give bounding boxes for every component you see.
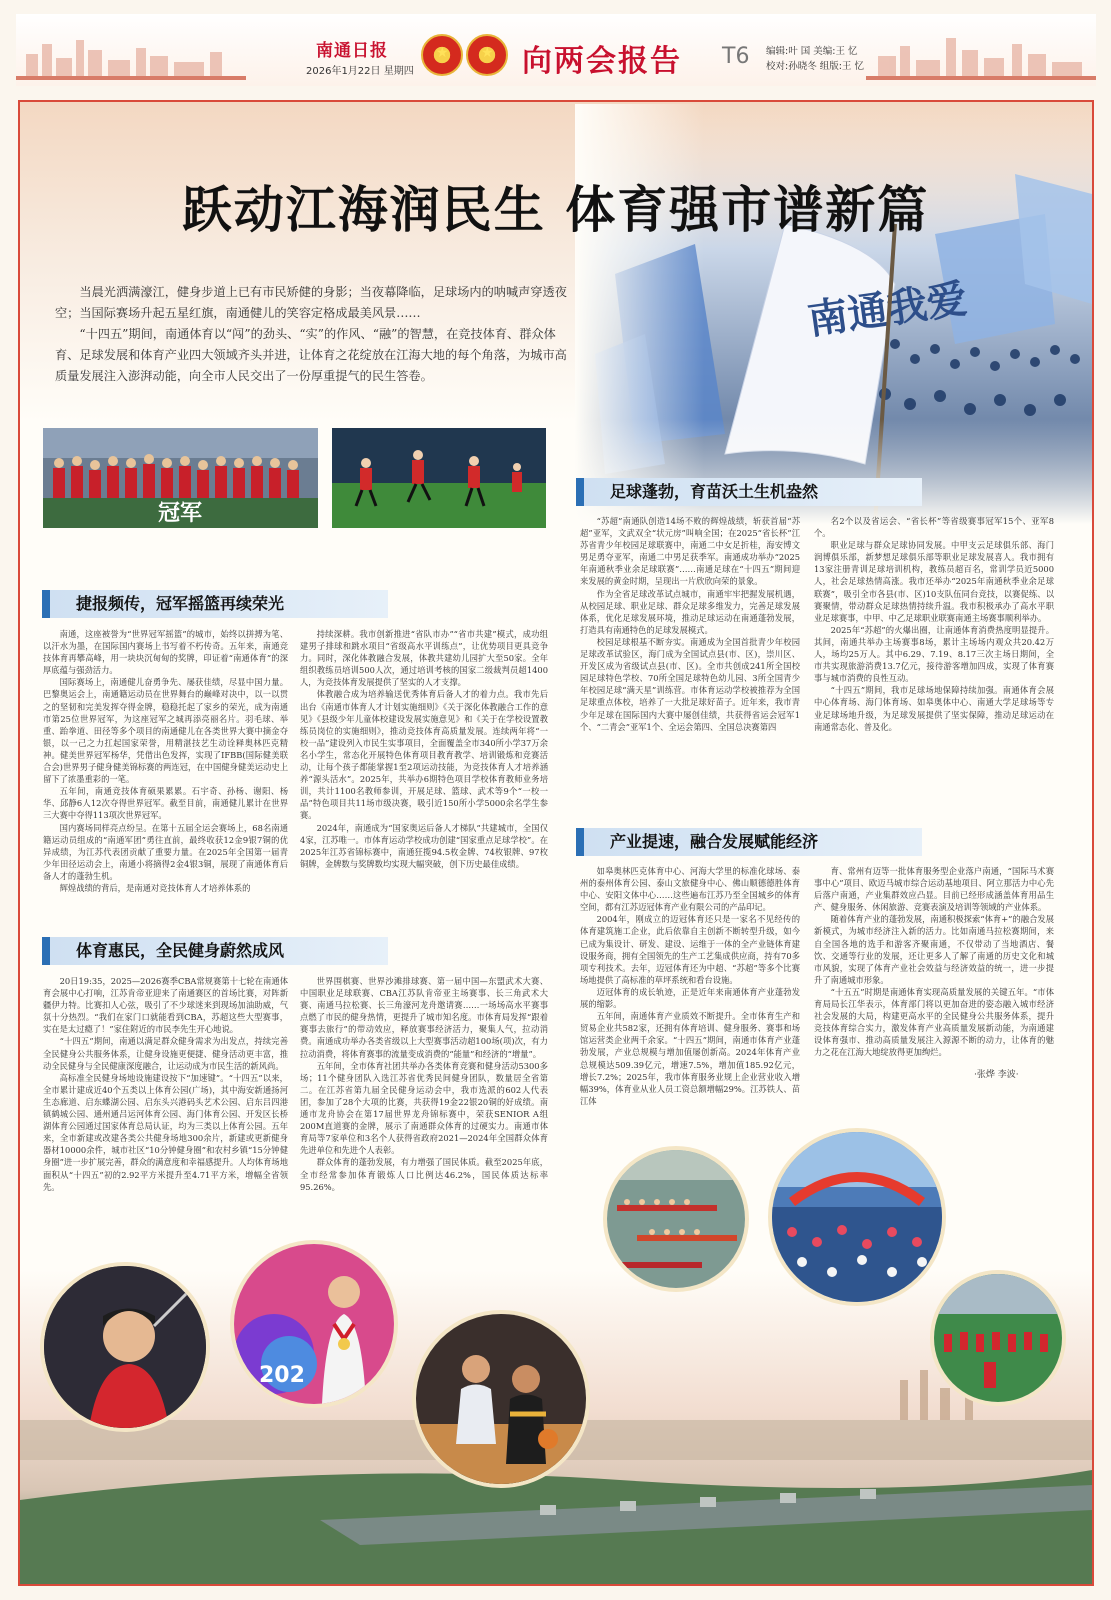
paragraph: “十四五”期间，南通以满足群众健身需求为出发点，持续完善全民健身公共服务体系，让健身设施更便捷、健身活动更丰富，推动全民健身与全民健康深度融合，让运动成为市民生活的新风尚。 [43,1036,288,1071]
issue-date: 2026年1月22日 星期四 [306,66,414,77]
paragraph: 南通，这座被誉为“世界冠军摇篮”的城市，始终以拼搏为笔、以汗水为墨，在国际国内赛场上书写着不朽传奇。五年来，南通竞技体育再攀高峰，用一块块沉甸甸的奖牌，印证着“南通体育”的深厚底蕴与强劲活力。 [43,629,288,676]
paragraph: “苏超”南通队创造14场不败的辉煌战绩，斩获首届“苏超”亚军，文武双全“状元房”叫响全国；在2025“省长杯”江苏省青少年校园足球联赛中，南通二中女足折桂，海安博文男足勇夺亚军，南通二中男足获季军。南通成功举办“2025年南通秋季业余足球联赛”……南通足球在“十四五”期间迎来发展的黄金时期，呈现出一片欣欣向荣的景象。 [580,516,800,587]
paragraph: 世界围棋赛、世界沙滩排球赛、第一届中国—东盟武术大赛、中国职业足球联赛、CBA江苏队肯帝亚主场赛事、长三角武术大赛、南通马拉松赛、长三角濠河龙舟邀请赛……一场场高水平赛事点燃了市民的健身热情，更提升了城市知名度。市体育局发挥“跟着赛事去旅行”的带动效应，释放赛事经济活力，聚集人气，拉动消费。南通成功举办各类省级以上大型赛事活动超100场(项)次，有力拉动消费，将体育赛事的流量变成消费的“能量”和经济的“增量”。 [300,976,548,1059]
national-emblem-icon: ★ [421,34,463,76]
editor-line-1: 编辑:叶 国 美编:王 忆 [766,46,858,57]
paragraph: 国际赛场上，南通健儿奋勇争先、屡获佳绩，尽显中国力量。巴黎奥运会上，南通籍运动员在世界舞台的巅峰对决中，以一以贯之的坚韧和完美发挥夺得金牌，稳稳托起了家乡的荣光，成为南通市第25位世界冠军，为这座冠军之城再添亮丽名片。羽毛球、举重、跆拳道、田径等多个项目的南通健儿在各类世界大赛中摘金夺银，以一己之力扛起国家荣誉，用精湛技艺生动诠释奥林匹克精神。健美世界冠军杨华，凭借出色发挥，实现了IFBB(国际健美联合会)世界男子健身健美锦标赛的两连冠，在中国健身健美运动史上留下了浓墨重彩的一笔。 [43,677,288,785]
newspaper-brand: 南通日报 [316,41,388,61]
paragraph: 五年间，南通竞技体育硕果累累。石宇奇、孙杨、谢阳、杨华、邱静6人12次夺得世界冠军。截至目前，南通健儿累计在世界三大赛中夺得113项次世界冠军。 [43,786,288,821]
section-fitness-column-2 [300,975,548,1240]
section-heading-champions: 捷报频传，冠军摇篮再续荣光 [42,590,388,618]
section-champions-column-1 [43,628,288,903]
author-byline: ·张烨 李波· [974,1070,1019,1080]
lead-paragraph [55,282,575,387]
paragraph: 五年间，南通体育产业质效不断提升。全市体育生产和贸易企业共582家，还拥有体育培训、健身服务、赛事和场馆运营类企业两千余家。“十四五”期间，南通市体育产业蓬勃发展，产业总规模与增加值屡创新高。2024年体育产业总规模达509.39亿元，增速7.5%，增加值185.92亿元，增长7.2%；2025年，我市体育服务业规上企业营业收入增幅39%，体育业从业人员工资总额增幅29%。江苏铁人、苗江体 [580,1011,800,1105]
paragraph: 五年间，全市体育社团共举办各类体育竞赛和健身活动5300多场；11个健身团队入选江苏省优秀民间健身团队，数量居全省第二。在江苏省第九届全民健身运动会中，我市选派的602人代表团，参加了28个大项的比赛，共获得19金22银20铜的好成绩。南通市龙舟协会在第17届世界龙舟锦标赛中，荣获SENIOR A组200M直道赛的金牌，展示了南通群众体育的过硬实力。南通市体育局等7家单位和3名个人获得省政府2021—2024年全国群众体育先进单位和先进个人表彰。 [300,1060,548,1156]
section-heading-industry: 产业提速，融合发展赋能经济 [576,828,922,856]
section-football-column-1 [580,515,800,795]
fans-flag-photo [575,104,1092,524]
paragraph: “十五五”时期是南通体育实现高质量发展的关键五年。“市体育局局长江华表示，体育部门将以更加奋进的姿态融入城市经济社会发展的大局，构建更高水平的全民健身公共服务体系，提升竞技体育综合实力，激发体育产业高质量发展新动能，为南通建设体育强市、推动高质量发展注入源源不断的动力，让体育的魅力之花在江海大地绽放得更加绚烂。 [814,986,1054,1058]
marathon-start-photo [768,1128,946,1306]
paragraph: 群众体育的蓬勃发展，有力增强了国民体质。截至2025年底，全市经常参加体育锻炼人口比例达46.2%，国民体质达标率95.26%。 [300,1157,548,1192]
section-heading-football: 足球蓬勃，育苗沃土生机盎然 [576,478,922,506]
paragraph: 辉煌战绩的背后，是南通对竞技体育人才培养体系的 [59,882,251,893]
skyline-left-illustration [16,32,246,80]
paragraph: 高标准全民健身场地设施建设按下“加速键”。“十四五”以来，全市累计建成近40个五类以上体育公园(广场)，其中海安新通扬河生态廊道、启东蝶湖公园、启东头兴港码头艺术公园、启东吕四港镇鹤城公园、通州通吕运河体育公园、海门体育公园、开发区长桥湖体育公园通过国家体育总局认证，均为三类以上体育公园。五年来，全市新建或改建各类公共健身场地300余片，新建或更新健身器材10000余件，城市社区“10分钟健身圈”和农村乡镇“15分钟健身圈”进一步扩展完善，群众的满意度和幸福感提升。人均体育场地面积从“十四五”初的2.92平方米提升至4.71平方米，增幅全省领先。 [43,1072,288,1192]
paragraph: 持续深耕。我市创新推进“省队市办”“省市共建”模式，成功组建男子排球和跳水项目“省级高水平训练点”，让优势项目更具竞争力。同时，深化体教融合发展，体教共建幼儿园扩大至50家。全年组织教练员培训500人次，通过培训考核的国家二级裁判员超1400人，为竞技体育发展提供了坚实的人才支撑。 [300,629,548,688]
section-heading-fitness: 体育惠民，全民健身蔚然成风 [42,937,388,965]
gymnast-medal-photo [230,1240,398,1408]
paragraph: 职业足球与群众足球协同发展。中甲支云足球俱乐部、海门润博俱乐部，新梦想足球俱乐部等职业足球发展喜人。我市拥有13家注册青训足球培训机构，教练员超百名，常训学员近5000人，社会足球热情高涨。我市还举办“2025年南通秋季业余足球联赛”，吸引全市各县(市、区)10支队伍同台竞技，以赛促练、以赛聚情，带动群众足球热情持续升温。我市积极承办了高水平职业足球赛事，中甲、中乙足球职业联赛南通主场赛事顺利举办。 [814,540,1054,623]
lead-paragraph-1: 当晨光洒满濠江，健身步道上已有市民矫健的身影；当夜幕降临，足球场内的呐喊声穿透夜空；当国际赛场升起五星红旗，南通健儿的笑容定格成最美风景…… [55,285,567,320]
paragraph: 2004年，刚成立的迈冠体育还只是一家名不见经传的体育建筑施工企业，此后依靠自主创新不断转型升级，如今已成为集设计、研发、建设、运维于一体的全产业链体育建设服务商，拥有全国领先的生产工艺集成供应商，持有70多项专利技术。去年，迈冠体育还为中超、“苏超”等多个比赛场地提供了高标准的草坪系统和看台设施。 [580,914,800,985]
paragraph: 20日19:35，2025—2026赛季CBA常规赛第十七轮在南通体育会展中心打响，江苏肯帝亚迎来了南通赛区的首场比赛，对阵新疆伊力特。比赛扣人心弦，吸引了不少球迷来到现场加油助威，气氛十分热烈。“我们在家门口就能看到CBA，苏超这些大型赛事，实在是太过瘾了！”家住附近的市民李先生开心地说。 [43,976,288,1035]
section-fitness-column-1 [43,975,288,1240]
football-match-photo [332,428,546,528]
basketball-game-photo [412,1310,590,1488]
paragraph: 育、常州有迈等一批体育服务型企业落户南通，“国际马术赛事中心”项目、欧迈马城市综合运动基地项目、阿立那活力中心先后落户南通，产业集群效应凸显。目前已经形成涵盖体育用品生产、健身服务、休闲旅游、竞赛表演及培训等领域的产业体系。 [814,866,1054,913]
paragraph: 随着体育产业的蓬勃发展，南通积极探索“体育+”的融合发展新模式，为城市经济注入新的活力。比如南通马拉松赛期间，来自全国各地的选手和游客齐聚南通，不仅带动了当地酒店、餐饮、交通等行业的发展，还让更多人了解了南通的历史文化和城市风貌，实现了体育产业社会效益与经济效益的统一，进一步提升了南通城市形象。 [814,914,1054,985]
section-football-column-2 [814,515,1054,795]
main-headline: 跃动江海润民生 体育强市谱新篇 [181,181,930,239]
paragraph: 体教融合成为培养输送优秀体育后备人才的着力点。我市先后出台《南通市体育人才计划实施细则》《关于深化体教融合工作的意见》《县级少年儿童体校建设发展实施意见》和《关于在学校设置教练员岗位的实施细则》，推动竞技体育高质量发展。连续两年将“一校一品”建设列入市民生实事项目，全面覆盖全市340所小学37万余名小学生，常态化开展特色体育项目教育教学、培训锻炼和竞赛活动，让每个孩子都能掌握1至2项运动技能，为竞技体育人才培养涵养“源头活水”。2025年，共举办6期特色项目学校体育教师业务培训，共计1100名教师参训，开展足球、篮球、武术等9个“一校一品”特色项目共11场市级决赛，吸引近150所小学5000余名学生参赛。 [300,689,548,821]
paragraph: “十四五”期间，我市足球场地保障持续加强。南通体育会展中心体育场、海门体育场、如皋奥体中心、南通大学足球场等专业足球场地升级，为足球发展提供了坚实保障，推动足球运动在南通常态化、普及化。 [814,685,1054,732]
martial-arts-group-photo [930,1270,1066,1406]
paragraph: 2024年，南通成为“国家奥运后备人才梯队”共建城市，全国仅4家，江苏唯一。市体育运动学校成功创建“国家重点足球学校”。在2025年江苏省锦标赛中，南通狂揽94.5枚金牌、74枚银牌、97枚铜牌，金牌数与奖牌数均实现大幅突破，创下历史最佳成绩。 [300,822,548,869]
champion-team-photo [43,428,318,528]
trophy-banner-text: 冠军 [158,501,203,526]
editor-line-2: 校对:孙晓冬 组版:王 忆 [766,61,864,72]
dragon-boat-race-photo [603,1146,749,1292]
paragraph: 国内赛场同样亮点纷呈。在第十五届全运会赛场上，68名南通籍运动员组成的“南通军团”勇往直前，最终收获12金9银7铜的优异成绩，为江苏代表团贡献了重要力量。在2025年全国第一届青少年田径运动会上，南通小将摘得2金4银3铜，展现了南通体育后备人才的蓬勃生机。 [43,822,288,881]
section-industry-column-2 [814,865,1054,1065]
paragraph: 作为全省足球改革试点城市，南通牢牢把握发展机遇，从校园足球、职业足球、群众足球多维发力，完善足球发展体系，优化足球发展环境，推动足球运动在南通蓬勃发展，打造具有南通特色的足球发展模式。 [580,588,800,635]
page-number: T6 [722,44,750,69]
section-industry-column-1 [580,865,800,1105]
section-champions-column-2 [300,628,548,903]
paragraph: 迈冠体育的成长轨迹，正是近年来南通体育产业蓬勃发展的缩影。 [580,986,800,1010]
paragraph: 2025年“苏超”的火爆出圈，让南通体育消费热度明显提升。其间，南通共举办主场赛事8场，累计主场场内观众共20.42万人，场均25万人。其中6.29、7.19、8.17三次主场日期间，全市共实现旅游消费13.7亿元，接待游客增加四成，实现了体育赛事与城市消费的良性互动。 [814,624,1054,684]
editor-credits [766,44,864,74]
lead-paragraph-2: “十四五”期间，南通体育以“闯”的劲头、“实”的作风、“融”的智慧，在竞技体育、群众体育、足球发展和体育产业四大领域齐头并进，让体育之花绽放在江海大地的每个角落，为城市高质量发展注入澎湃动能，向全市人民交出了一份厚重提气的民生答卷。 [55,327,567,383]
badminton-player-photo [40,1262,210,1432]
svg-text:202: 202 [259,1363,305,1388]
page-header [16,14,1096,86]
paragraph: 校园足球根基不断夯实。南通成为全国首批青少年校园足球改革试验区，海门成为全国试点县(市、区)，崇川区、开发区成为省级试点县(市、区)。全市共创成241所全国校园足球特色学校、70所全国足球特色幼儿园、3所全国青少年校园足球“满天星”训练营。市体育运动学校被推荐为全国足球重点体校，培养了一大批足球好苗子。近年来，我市青少年足球在国际国内大赛中屡创佳绩，共获得省运会冠军1个、“二青会”亚军1个、全运会第四、全国总决赛第四 [580,636,800,732]
paragraph: 名2个以及省运会、“省长杯”等省级赛事冠军15个、亚军8个。 [814,516,1054,539]
cppcc-emblem-icon: ★ [466,34,508,76]
skyline-right-illustration [866,32,1096,80]
column-title: 向两会报告 [522,44,682,79]
paragraph: 如皋奥林匹克体育中心、河海大学里的标准化球场、泰州的泰州体育公园、泰山文旅健身中心、佛山顺德德胜体育中心、安阳文体中心……这些遍布江苏乃至全国城乡的体育空间，都有江苏迈冠体育产业有限公司的产品印记。 [580,866,800,913]
